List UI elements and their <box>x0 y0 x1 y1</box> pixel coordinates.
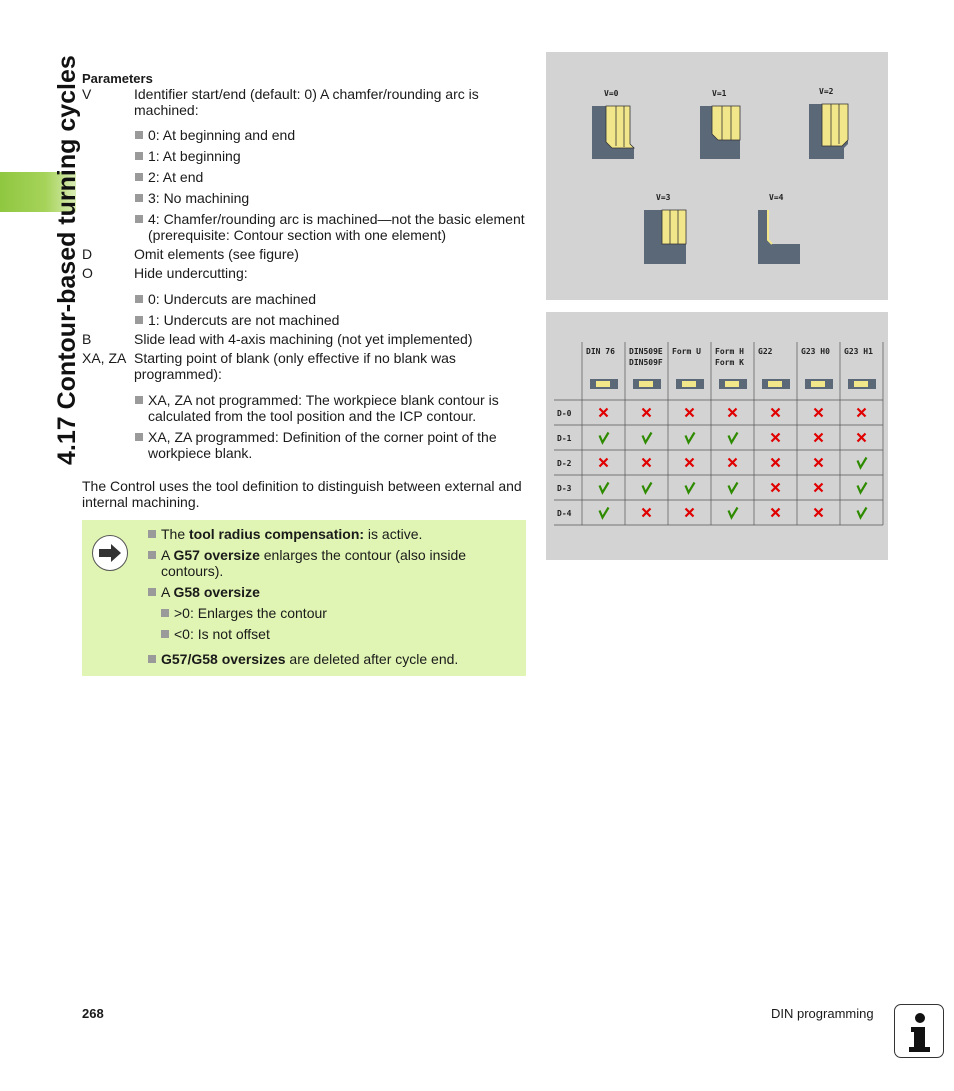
note-item: G57/G58 oversizes are deleted after cycle end. <box>148 651 531 667</box>
info-icon <box>894 1004 944 1058</box>
note-subitem: >0: Enlarges the contour <box>161 605 544 621</box>
note-item: The tool radius compensation: is active. <box>148 526 531 542</box>
undercut-icon-highlight <box>854 381 868 387</box>
parameters-heading: Parameters <box>82 71 153 86</box>
param-desc: Identifier start/end (default: 0) A chamfer/rounding arc is machined: <box>134 86 479 118</box>
v1-diagram <box>700 106 740 159</box>
cross-mark <box>815 434 823 442</box>
column-header-sub: Form K <box>715 358 744 367</box>
note-subitem: <0: Is not offset <box>161 626 544 642</box>
cross-mark <box>643 459 651 467</box>
param-key: B <box>82 331 92 347</box>
v-label: V=0 <box>604 89 619 98</box>
check-mark <box>858 483 867 493</box>
cross-mark <box>600 459 608 467</box>
body-paragraph: The Control uses the tool definition to distinguish between external and internal machining. <box>82 478 522 510</box>
cross-mark <box>686 509 694 517</box>
cross-mark <box>600 409 608 417</box>
v2-diagram <box>809 104 848 159</box>
arrow-right-icon <box>92 535 128 571</box>
param-desc: Starting point of blank (only effective if no blank was programmed): <box>134 350 456 382</box>
cross-mark <box>772 409 780 417</box>
v-option: 2: At end <box>135 169 533 185</box>
undercut-icon-highlight <box>811 381 825 387</box>
column-header: Form H <box>715 347 744 356</box>
v-option: 3: No machining <box>135 190 533 206</box>
cross-mark <box>686 459 694 467</box>
column-header: DIN509E <box>629 347 663 356</box>
param-key: O <box>82 265 93 281</box>
check-mark <box>600 433 609 443</box>
column-header-sub: DIN509F <box>629 358 663 367</box>
v-option: 4: Chamfer/rounding arc is machined—not the basic element (prerequisite: Contour section with one element) <box>135 211 533 243</box>
o-option: 1: Undercuts are not machined <box>135 312 533 328</box>
note-item: A G57 oversize enlarges the contour (also inside contours). <box>148 547 531 579</box>
cross-mark <box>772 459 780 467</box>
cross-mark <box>815 409 823 417</box>
xa-option: XA, ZA programmed: Definition of the corner point of the workpiece blank. <box>135 429 533 461</box>
row-label: D-4 <box>557 509 572 518</box>
chapter-title: 4.17 Contour-based turning cycles <box>53 55 81 465</box>
v0-diagram <box>592 106 634 159</box>
undercut-icon-highlight <box>682 381 696 387</box>
undercut-icon-highlight <box>725 381 739 387</box>
check-mark <box>729 508 738 518</box>
v-option: 1: At beginning <box>135 148 533 164</box>
cross-mark <box>772 484 780 492</box>
check-mark <box>729 483 738 493</box>
o-option: 0: Undercuts are machined <box>135 291 533 307</box>
param-desc: Slide lead with 4-axis machining (not yet implemented) <box>134 331 473 347</box>
v-label: V=1 <box>712 89 727 98</box>
v3-diagram <box>644 210 686 264</box>
check-mark <box>686 483 695 493</box>
column-header: DIN 76 <box>586 347 615 356</box>
d-options-figure <box>546 312 888 560</box>
v-option: 0: At beginning and end <box>135 127 533 143</box>
v-label: V=3 <box>656 193 671 202</box>
cross-mark <box>858 434 866 442</box>
column-header: G23 H1 <box>844 347 873 356</box>
check-mark <box>686 433 695 443</box>
cross-mark <box>729 409 737 417</box>
cross-mark <box>686 409 694 417</box>
row-label: D-0 <box>557 409 572 418</box>
param-key: XA, ZA <box>82 350 127 366</box>
v4-diagram <box>758 210 800 264</box>
cross-mark <box>815 459 823 467</box>
check-mark <box>643 483 652 493</box>
row-label: D-2 <box>557 459 572 468</box>
cross-mark <box>772 434 780 442</box>
v-options-figure <box>546 52 888 300</box>
param-key: D <box>82 246 93 262</box>
xa-option: XA, ZA not programmed: The workpiece blank contour is calculated from the tool position and the ICP contour. <box>135 392 533 424</box>
param-desc: Hide undercutting: <box>134 265 248 281</box>
cross-mark <box>643 409 651 417</box>
cross-mark <box>729 459 737 467</box>
check-mark <box>600 508 609 518</box>
check-mark <box>858 508 867 518</box>
note-item: A G58 oversize <box>148 584 531 600</box>
check-mark <box>858 458 867 468</box>
param-desc: Omit elements (see figure) <box>134 246 299 262</box>
cross-mark <box>815 509 823 517</box>
cross-mark <box>772 509 780 517</box>
param-key: V <box>82 86 92 102</box>
check-mark <box>643 433 652 443</box>
undercut-icon-highlight <box>639 381 653 387</box>
check-mark <box>600 483 609 493</box>
cross-mark <box>815 484 823 492</box>
v-label: V=4 <box>769 193 784 202</box>
row-label: D-3 <box>557 484 572 493</box>
undercut-icon-highlight <box>768 381 782 387</box>
check-mark <box>729 433 738 443</box>
cross-mark <box>858 409 866 417</box>
column-header: G22 <box>758 347 773 356</box>
cross-mark <box>643 509 651 517</box>
v-label: V=2 <box>819 87 834 96</box>
row-label: D-1 <box>557 434 572 443</box>
column-header: Form U <box>672 347 701 356</box>
section-name: DIN programming <box>771 1006 874 1021</box>
undercut-icon-highlight <box>596 381 610 387</box>
column-header: G23 H0 <box>801 347 830 356</box>
note-box <box>82 520 526 676</box>
page-number: 268 <box>82 1006 104 1021</box>
